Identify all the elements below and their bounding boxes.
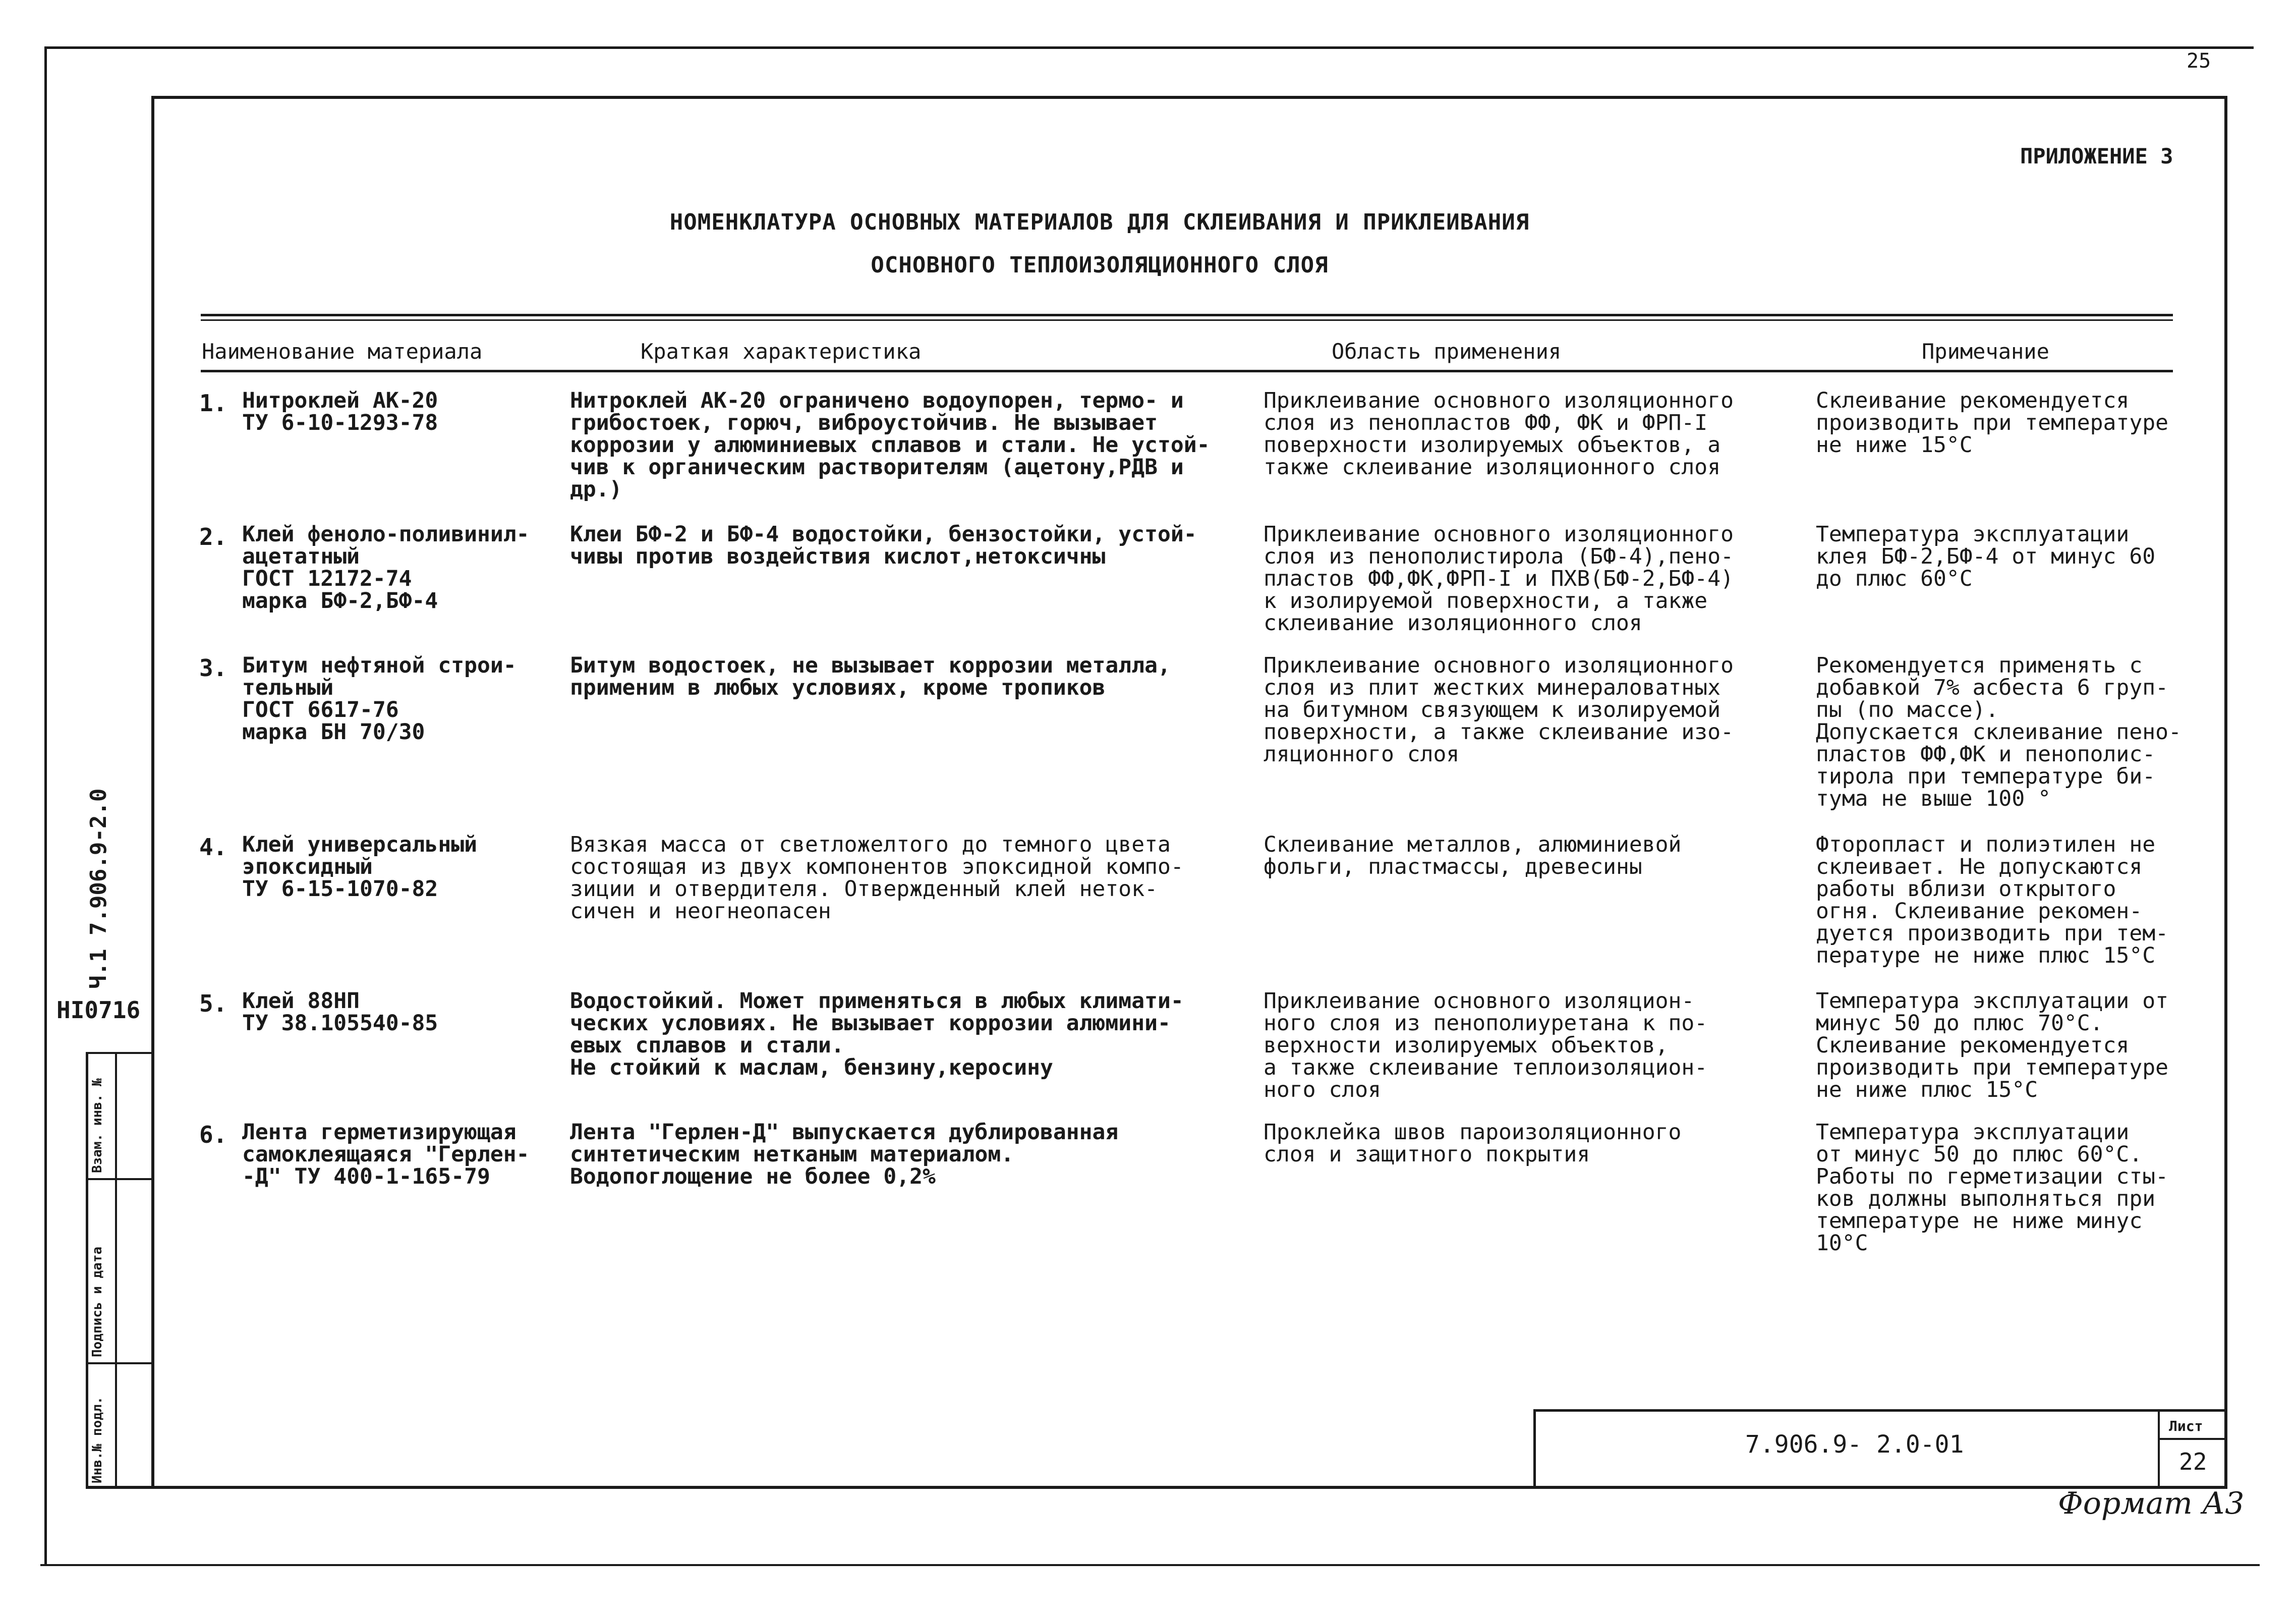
inner-frame-top	[151, 96, 2227, 99]
row-application: Приклеивание основного изоляционного слоя из пенополистирола (БФ-4),пено- пластов ФФ,ФК,ФРП-I и ПХВ(БФ-2,БФ-4) к изолируемой поверхности, а также склеивание изоляционного слоя	[1264, 522, 1734, 636]
row-characteristic: Клеи БФ-2 и БФ-4 водостойки, бензостойки, устой- чивы против воздействия кислот,нетоксичны	[570, 522, 1197, 569]
row-material-name: Клей феноло-поливинил- ацетатный ГОСТ 12172-74 марка БФ-2,БФ-4	[242, 522, 530, 614]
document-code: 7.906.9- 2.0-01	[1745, 1430, 1964, 1459]
row-number: 3.	[199, 654, 227, 682]
inner-frame-right	[2224, 96, 2227, 1488]
titleblock-top	[1533, 1409, 2227, 1412]
row-number: 6.	[199, 1121, 227, 1148]
outer-frame-bottom	[40, 1564, 2260, 1566]
titleblock-sheet-rule	[2158, 1438, 2227, 1440]
side-inventory-number: НI0716	[56, 996, 141, 1024]
titleblock-left	[1533, 1409, 1536, 1488]
sheet-number: 22	[2179, 1448, 2207, 1475]
row-material-name: Лента герметизирующая самоклеящаяся "Герлен- -Д" ТУ 400-1-165-79	[242, 1120, 530, 1189]
row-number: 1.	[199, 390, 227, 417]
row-note: Температура эксплуатации от минус 50 до плюс 60°С. Работы по герметизации сты- ков должны выполняться при температуре не ниже минус 10°С	[1816, 1120, 2168, 1256]
row-material-name: Нитроклей АК-20 ТУ 6-10-1293-78	[242, 388, 438, 435]
title-line-2: ОСНОВНОГО ТЕПЛОИЗОЛЯЦИОННОГО СЛОЯ	[871, 252, 1329, 278]
row-application: Проклейка швов пароизоляционного слоя и защитного покрытия	[1264, 1120, 1682, 1167]
stamp-label-replacement: Взам. инв. №	[90, 1078, 105, 1173]
table-rule-top	[201, 314, 2173, 316]
row-number: 4.	[199, 833, 227, 861]
outer-frame-top	[44, 46, 2254, 49]
stamp-rule	[86, 1178, 154, 1180]
format-note: Формат А3	[2058, 1486, 2245, 1521]
row-characteristic: Вязкая масса от светложелтого до темного цвета состоящая из двух компонентов эпоксидной компо- зиции и отвердителя. Отвержденный клей неток- сичен и неогнеопасен	[570, 832, 1184, 924]
header-characteristic: Краткая характеристика	[641, 339, 922, 364]
stamp-rule	[86, 1052, 154, 1054]
header-note: Примечание	[1922, 339, 2049, 364]
stamp-inner-line	[115, 1052, 117, 1488]
row-application: Склеивание металлов, алюминиевой фольги, пластмассы, древесины	[1264, 832, 1682, 879]
row-number: 5.	[199, 990, 227, 1017]
stamp-rule	[86, 1362, 154, 1364]
row-characteristic: Нитроклей АК-20 ограничено водоупорен, термо- и грибостоек, горюч, виброустойчив. Не вызывает коррозии у алюминиевых сплавов и стали. Не устой- чив к органическим растворителям (ацетону,РДВ и др.)	[570, 388, 1210, 502]
sheet-label: Лист	[2169, 1418, 2203, 1434]
row-characteristic: Водостойкий. Может применяться в любых климати- ческих условиях. Не вызывает коррозии алюмини- евых сплавов и стали. Не стойкий к маслам, бензину,керосину	[570, 988, 1184, 1080]
row-note: Температура эксплуатации от минус 50 до плюс 70°С. Склеивание рекомендуется производить при температуре не ниже плюс 15°С	[1816, 988, 2168, 1102]
header-application: Область применения	[1332, 339, 1562, 364]
row-characteristic: Битум водостоек, не вызывает коррозии металла, применим в любых условиях, кроме тропиков	[570, 653, 1171, 700]
row-material-name: Клей универсальный эпоксидный ТУ 6-15-1070-82	[242, 832, 477, 902]
row-application: Приклеивание основного изоляционного слоя из плит жестких минераловатных на битумном связующем к изолируемой поверхности, а также склеивание изо- ляционного слоя	[1264, 653, 1734, 767]
appendix-label: ПРИЛОЖЕНИЕ 3	[2020, 144, 2173, 169]
row-number: 2.	[199, 523, 227, 550]
row-note: Фторопласт и полиэтилен не склеивает. Не допускаются работы вблизи открытого огня. Склеивание рекомен- дуется производить при тем- пературе не ниже плюс 15°С	[1816, 832, 2168, 968]
row-note: Рекомендуется применять с добавкой 7% асбеста 6 груп- пы (по массе). Допускается склеивание пено- пластов ФФ,ФК и пенополис- тирола при температуре би- тума не выше 100 °	[1816, 653, 2182, 811]
stamp-left-line	[86, 1052, 88, 1488]
row-application: Приклеивание основного изоляционного слоя из пенопластов ФФ, ФК и ФРП-I поверхности изолируемых объектов, а также склеивание изоляционного слоя	[1264, 388, 1734, 480]
stamp-label-signature: Подпись и дата	[90, 1246, 105, 1357]
side-document-code: Ч.1 7.906.9-2.0	[86, 788, 111, 989]
page-number: 25	[2187, 49, 2211, 73]
row-characteristic: Лента "Герлен-Д" выпускается дублированная синтетическим нетканым материалом. Водопоглощение не более 0,2%	[570, 1120, 1119, 1189]
inner-frame-bottom	[86, 1486, 2227, 1489]
table-rule-header	[201, 370, 2173, 372]
row-material-name: Клей 88НП ТУ 38.105540-85	[242, 988, 438, 1036]
row-note: Температура эксплуатации клея БФ-2,БФ-4 от минус 60 до плюс 60°С	[1816, 522, 2156, 591]
row-note: Склеивание рекомендуется производить при температуре не ниже 15°С	[1816, 388, 2168, 458]
table-rule-top-2	[201, 319, 2173, 321]
row-material-name: Битум нефтяной строи- тельный ГОСТ 6617-76 марка БН 70/30	[242, 653, 516, 745]
inner-frame-left	[151, 96, 154, 1488]
header-name: Наименование материала	[202, 339, 483, 364]
stamp-label-original: Инв.№ подл.	[90, 1396, 105, 1483]
titleblock-divider	[2158, 1409, 2160, 1488]
outer-frame-left	[44, 46, 47, 1565]
title-line-1: НОМЕНКЛАТУРА ОСНОВНЫХ МАТЕРИАЛОВ ДЛЯ СКЛЕИВАНИЯ И ПРИКЛЕИВАНИЯ	[669, 209, 1530, 235]
row-application: Приклеивание основного изоляцион- ного слоя из пенополиуретана к по- верхности изолируемых объектов, а также склеивание теплоизоляцион- ного слоя	[1264, 988, 1708, 1102]
